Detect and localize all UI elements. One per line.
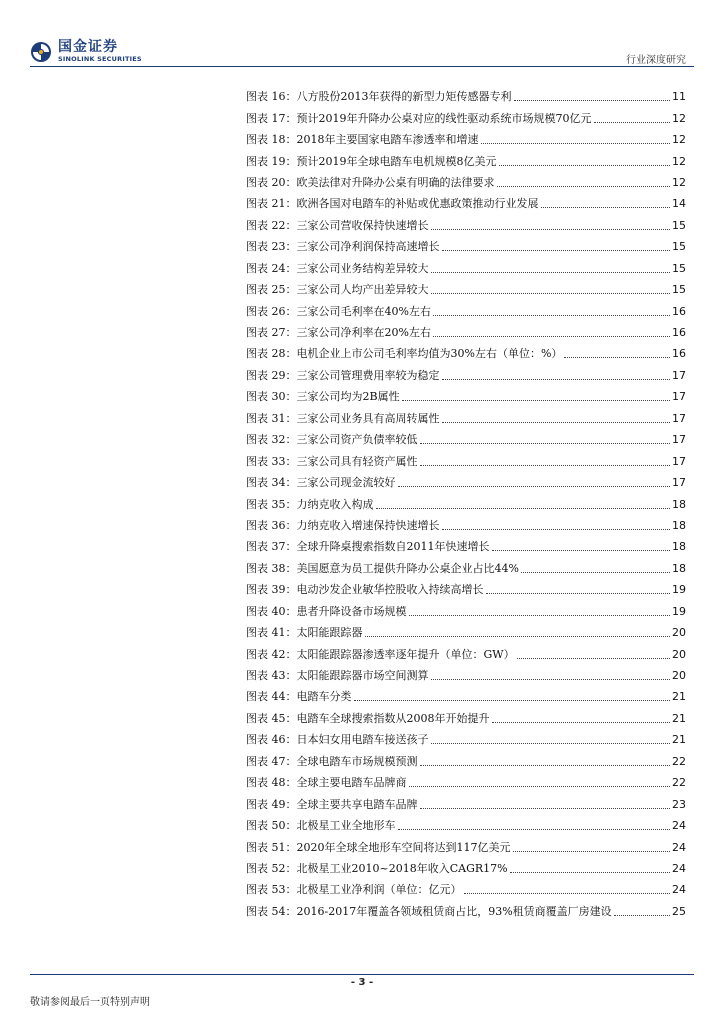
toc-leader-dots	[376, 508, 671, 509]
toc-entry-title: 三家公司人均产出差异较大	[296, 283, 429, 297]
toc-entry[interactable]	[246, 365, 686, 386]
toc-entry-label: 图表 22：	[246, 218, 297, 232]
toc-leader-dots	[402, 400, 670, 401]
toc-entry[interactable]	[246, 279, 686, 300]
toc-leader-dots	[442, 379, 671, 380]
toc-entry-page: 12	[672, 133, 686, 147]
toc-entry-title: 力纳克收入增速保持快速增长	[296, 518, 440, 532]
toc-entry[interactable]	[246, 322, 686, 343]
toc-leader-dots	[431, 293, 671, 294]
toc-entry[interactable]	[246, 236, 686, 257]
toc-leader-dots	[481, 143, 671, 144]
toc-entry-page: 17	[672, 454, 686, 468]
toc-leader-dots	[492, 550, 671, 551]
toc-entry[interactable]	[246, 493, 686, 514]
toc-entry-title: 北极星工业净利润（单位：亿元）	[296, 883, 462, 897]
toc-leader-dots	[541, 207, 671, 208]
toc-entry-title: 患者升降设备市场规模	[296, 604, 407, 618]
toc-leader-dots	[464, 893, 671, 894]
toc-entry-title: 预计2019年升降办公桌对应的线性驱动系统市场规模70亿元	[296, 111, 592, 125]
toc-entry-page: 15	[672, 261, 686, 275]
toc-entry-label: 图表 34：	[246, 476, 297, 490]
toc-entry-page: 12	[672, 175, 686, 189]
toc-entry-page: 17	[672, 476, 686, 490]
sinolink-logo-icon	[30, 41, 52, 63]
toc-entry[interactable]	[246, 643, 686, 664]
toc-entry[interactable]	[246, 558, 686, 579]
footer-divider	[30, 974, 694, 975]
toc-entry-page: 14	[672, 197, 686, 211]
disclaimer: 敬请参阅最后一页特别声明	[30, 997, 150, 1008]
toc-entry[interactable]	[246, 86, 686, 107]
toc-leader-dots	[398, 486, 671, 487]
toc-entry[interactable]	[246, 150, 686, 171]
toc-entry-label: 图表 27：	[246, 326, 297, 340]
toc-entry-page: 16	[672, 347, 686, 361]
toc-entry-title: 美国愿意为员工提供升降办公桌企业占比44%	[296, 561, 519, 575]
toc-entry-title: 太阳能跟踪器市场空间测算	[296, 669, 429, 683]
toc-entry-title: 三家公司具有轻资产属性	[296, 454, 418, 468]
toc-entry-page: 15	[672, 283, 686, 297]
toc-entry[interactable]	[246, 729, 686, 750]
toc-leader-dots	[431, 743, 671, 744]
toc-entry[interactable]	[246, 772, 686, 793]
toc-entry-label: 图表 28：	[246, 347, 297, 361]
page-header	[0, 0, 724, 78]
toc-entry-title: 2020年全球全地形车空间将达到117亿美元	[296, 840, 511, 854]
toc-entry[interactable]	[246, 815, 686, 836]
toc-entry-label: 图表 42：	[246, 647, 297, 661]
toc-entry-title: 三家公司资产负债率较低	[296, 433, 418, 447]
toc-entry-page: 23	[672, 797, 686, 811]
toc-entry-title: 三家公司净利率在20%左右	[296, 326, 431, 340]
toc-entry[interactable]	[246, 386, 686, 407]
toc-entry-label: 图表 47：	[246, 754, 297, 768]
toc-entry-title: 全球电踏车市场规模预测	[296, 754, 418, 768]
toc-leader-dots	[564, 357, 670, 358]
toc-entry[interactable]	[246, 193, 686, 214]
toc-entry-label: 图表 31：	[246, 411, 297, 425]
toc-entry-label: 图表 29：	[246, 368, 297, 382]
toc-entry-title: 全球主要共享电踏车品牌	[296, 797, 418, 811]
toc-entry-page: 16	[672, 326, 686, 340]
toc-entry-page: 18	[672, 561, 686, 575]
logo-name-cn: 国金证券	[58, 39, 118, 55]
toc-leader-dots	[499, 165, 671, 166]
toc-entry-title: 电踏车分类	[296, 690, 352, 704]
toc-leader-dots	[365, 636, 671, 637]
report-type: 行业深度研究	[626, 55, 686, 66]
toc-entry-label: 图表 19：	[246, 154, 297, 168]
header-divider	[30, 66, 694, 67]
toc-entry[interactable]	[246, 129, 686, 150]
toc-leader-dots	[398, 829, 671, 830]
toc-entry-label: 图表 44：	[246, 690, 297, 704]
toc-entry-title: 太阳能跟踪器	[296, 626, 363, 640]
toc-entry-label: 图表 23：	[246, 240, 297, 254]
toc-entry[interactable]	[246, 665, 686, 686]
toc-entry-title: 三家公司均为2B属性	[296, 390, 400, 404]
toc-entry-label: 图表 24：	[246, 261, 297, 275]
toc-leader-dots	[420, 443, 671, 444]
toc-entry[interactable]	[246, 215, 686, 236]
toc-entry-page: 22	[672, 776, 686, 790]
toc-entry-title: 预计2019年全球电踏车电机规模8亿美元	[296, 154, 497, 168]
toc-entry-label: 图表 37：	[246, 540, 297, 554]
logo	[30, 40, 142, 63]
toc-entry[interactable]	[246, 836, 686, 857]
toc-entry-label: 图表 17：	[246, 111, 297, 125]
toc-entry-label: 图表 49：	[246, 797, 297, 811]
toc-entry-title: 2018年主要国家电踏车渗透率和增速	[296, 133, 479, 147]
toc-entry-title: 三家公司业务结构差异较大	[296, 261, 429, 275]
toc-entry-title: 三家公司毛利率在40%左右	[296, 304, 431, 318]
toc-leader-dots	[513, 851, 671, 852]
toc-entry-label: 图表 16：	[246, 90, 297, 104]
toc-entry-label: 图表 20：	[246, 175, 297, 189]
toc-entry-page: 17	[672, 411, 686, 425]
toc-entry[interactable]	[246, 793, 686, 814]
toc-entry-label: 图表 21：	[246, 197, 297, 211]
toc-leader-dots	[514, 100, 671, 101]
toc-entry-label: 图表 39：	[246, 583, 297, 597]
toc-entry[interactable]	[246, 622, 686, 643]
toc-entry-page: 24	[672, 883, 686, 897]
toc-leader-dots	[442, 529, 671, 530]
toc-entry[interactable]	[246, 686, 686, 707]
toc-leader-dots	[594, 122, 671, 123]
toc-leader-dots	[409, 615, 671, 616]
toc-entry[interactable]	[246, 601, 686, 622]
toc-leader-dots	[492, 722, 671, 723]
toc-entry-page: 12	[672, 111, 686, 125]
toc-entry-page: 11	[672, 90, 686, 104]
toc-leader-dots	[354, 700, 671, 701]
toc-entry-label: 图表 45：	[246, 711, 297, 725]
toc-entry-title: 三家公司净利润保持高速增长	[296, 240, 440, 254]
toc-entry[interactable]	[246, 258, 686, 279]
toc-entry-title: 2016-2017年覆盖各领域租赁商占比，93%租赁商覆盖厂房建设	[296, 904, 612, 918]
toc-entry-title: 电机企业上市公司毛利率均值为30%左右（单位：%）	[296, 347, 563, 361]
toc-entry-label: 图表 52：	[246, 861, 297, 875]
toc-entry[interactable]	[246, 751, 686, 772]
toc-entry-title: 北极星工业全地形车	[296, 819, 396, 833]
toc-leader-dots	[420, 465, 671, 466]
toc-entry-label: 图表 26：	[246, 304, 297, 318]
toc-entry-page: 24	[672, 840, 686, 854]
toc-entry-title: 三家公司现金流较好	[296, 476, 396, 490]
toc-entry-label: 图表 33：	[246, 454, 297, 468]
toc-entry-title: 三家公司营收保持快速增长	[296, 218, 429, 232]
toc-entry-page: 15	[672, 218, 686, 232]
toc-entry[interactable]	[246, 450, 686, 471]
toc-leader-dots	[521, 572, 670, 573]
toc-entry-label: 图表 25：	[246, 283, 297, 297]
table-of-figures	[246, 86, 686, 922]
toc-entry-title: 三家公司业务具有高周转属性	[296, 411, 440, 425]
toc-entry-title: 太阳能跟踪器渗透率逐年提升（单位：GW）	[296, 647, 515, 661]
toc-leader-dots	[486, 593, 671, 594]
toc-entry-label: 图表 35：	[246, 497, 297, 511]
toc-entry-label: 图表 40：	[246, 604, 297, 618]
toc-entry-page: 15	[672, 240, 686, 254]
toc-entry-label: 图表 46：	[246, 733, 297, 747]
toc-entry[interactable]	[246, 858, 686, 879]
toc-entry-page: 20	[672, 626, 686, 640]
toc-entry-title: 欧美法律对升降办公桌有明确的法律要求	[296, 175, 495, 189]
toc-entry-label: 图表 50：	[246, 819, 297, 833]
toc-entry-title: 力纳克收入构成	[296, 497, 374, 511]
toc-leader-dots	[431, 679, 671, 680]
toc-entry-page: 25	[672, 904, 686, 918]
toc-leader-dots	[442, 250, 671, 251]
toc-entry-page: 21	[672, 733, 686, 747]
toc-entry-label: 图表 30：	[246, 390, 297, 404]
toc-entry[interactable]	[246, 879, 686, 900]
toc-entry[interactable]	[246, 579, 686, 600]
toc-entry-page: 18	[672, 540, 686, 554]
toc-leader-dots	[497, 186, 671, 187]
toc-leader-dots	[409, 786, 671, 787]
toc-entry[interactable]	[246, 708, 686, 729]
toc-entry[interactable]	[246, 343, 686, 364]
toc-entry-page: 16	[672, 304, 686, 318]
toc-leader-dots	[442, 422, 671, 423]
toc-leader-dots	[433, 336, 670, 337]
toc-entry-page: 24	[672, 819, 686, 833]
toc-leader-dots	[517, 658, 670, 659]
toc-entry-page: 24	[672, 861, 686, 875]
toc-entry-title: 欧洲各国对电踏车的补贴或优惠政策推动行业发展	[296, 197, 539, 211]
toc-entry-page: 17	[672, 433, 686, 447]
toc-entry-label: 图表 18：	[246, 133, 297, 147]
toc-entry-title: 全球升降桌搜索指数自2011年快速增长	[296, 540, 490, 554]
toc-entry-label: 图表 41：	[246, 626, 297, 640]
toc-entry[interactable]	[246, 172, 686, 193]
toc-entry-page: 18	[672, 497, 686, 511]
toc-entry[interactable]	[246, 901, 686, 922]
toc-entry-label: 图表 54：	[246, 904, 297, 918]
toc-entry[interactable]	[246, 408, 686, 429]
toc-entry-label: 图表 32：	[246, 433, 297, 447]
toc-entry-label: 图表 38：	[246, 561, 297, 575]
toc-leader-dots	[431, 272, 671, 273]
toc-entry[interactable]	[246, 107, 686, 128]
toc-entry-page: 21	[672, 711, 686, 725]
page-number: - 3 -	[350, 977, 374, 988]
toc-entry-page: 17	[672, 368, 686, 382]
toc-entry-title: 日本妇女用电踏车接送孩子	[296, 733, 429, 747]
toc-entry-label: 图表 48：	[246, 776, 297, 790]
toc-entry[interactable]	[246, 472, 686, 493]
logo-name-en: SINOLINK SECURITIES	[58, 55, 142, 63]
toc-entry[interactable]	[246, 300, 686, 321]
toc-leader-dots	[420, 765, 671, 766]
toc-entry-title: 电踏车全球搜索指数从2008年开始提升	[296, 711, 490, 725]
toc-entry-label: 图表 43：	[246, 669, 297, 683]
toc-entry-page: 18	[672, 518, 686, 532]
toc-leader-dots	[420, 808, 671, 809]
toc-entry-label: 图表 53：	[246, 883, 297, 897]
toc-entry-page: 20	[672, 647, 686, 661]
toc-entry-page: 20	[672, 669, 686, 683]
toc-entry-label: 图表 36：	[246, 518, 297, 532]
toc-leader-dots	[510, 872, 670, 873]
toc-entry-page: 19	[672, 583, 686, 597]
toc-entry-label: 图表 51：	[246, 840, 297, 854]
toc-leader-dots	[614, 915, 670, 916]
toc-entry-title: 电动沙发企业敏华控股收入持续高增长	[296, 583, 484, 597]
toc-entry-page: 19	[672, 604, 686, 618]
toc-entry-page: 17	[672, 390, 686, 404]
toc-entry-title: 全球主要电踏车品牌商	[296, 776, 407, 790]
toc-entry[interactable]	[246, 429, 686, 450]
toc-entry-title: 八方股份2013年获得的新型力矩传感器专利	[296, 90, 512, 104]
toc-entry-page: 12	[672, 154, 686, 168]
toc-entry-page: 22	[672, 754, 686, 768]
toc-entry[interactable]	[246, 515, 686, 536]
toc-entry-title: 北极星工业2010~2018年收入CAGR17%	[296, 861, 508, 875]
toc-entry-title: 三家公司管理费用率较为稳定	[296, 368, 440, 382]
toc-leader-dots	[433, 315, 670, 316]
toc-entry[interactable]	[246, 536, 686, 557]
toc-leader-dots	[431, 229, 671, 230]
toc-entry-page: 21	[672, 690, 686, 704]
